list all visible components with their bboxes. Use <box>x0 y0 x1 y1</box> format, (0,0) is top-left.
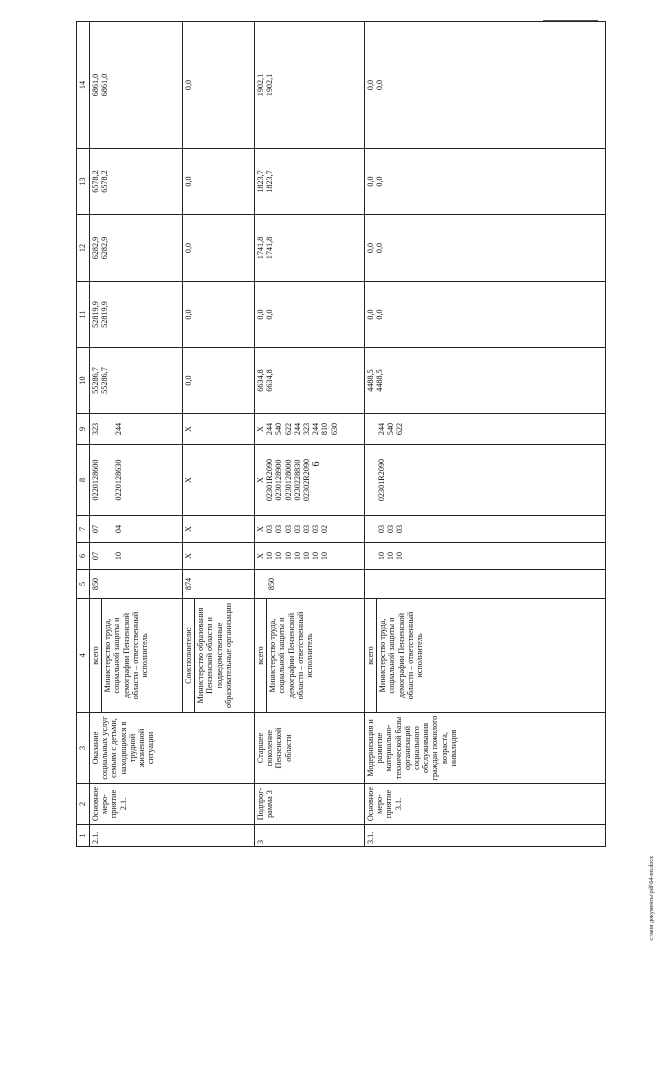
amount-2018 <box>90 22 183 149</box>
amount-total: 4488,5 <box>366 369 375 392</box>
rz-code: 10 <box>302 551 312 561</box>
row-kind: Основное меро-приятие 2.1. <box>90 784 255 825</box>
page-number: 6 <box>311 461 322 467</box>
amount-2014 <box>365 348 606 414</box>
amount-2016 <box>365 215 606 282</box>
row-kind: Основное меро-приятие 3.1. <box>365 784 606 825</box>
csr-code: 0220128600 <box>91 459 100 501</box>
amount-executor: 0,0 <box>375 79 385 91</box>
csr-code: 0230228830 <box>292 459 302 501</box>
executor-cell <box>90 599 183 713</box>
rz-code: 10 <box>395 551 405 561</box>
amount-2014: 0,0 <box>183 348 255 414</box>
grbs-code <box>365 570 606 599</box>
amount-2015 <box>365 282 606 348</box>
amount-2017 <box>255 149 365 215</box>
col-number-12: 12 <box>77 215 90 282</box>
amount-2017: 0,0 <box>183 149 255 215</box>
coexecutor-cell <box>183 599 255 713</box>
pr-code: 03 <box>395 524 405 534</box>
amount-2018 <box>365 22 606 149</box>
grbs-code: 850 <box>255 570 365 599</box>
vr-code: 323 <box>302 422 312 436</box>
amount-total: 6282,9 <box>91 236 100 260</box>
amount-executor: 52819,9 <box>100 301 110 328</box>
amount-2017 <box>365 149 606 215</box>
vr-code: 622 <box>395 422 405 436</box>
amount-executor: 0,0 <box>375 309 385 320</box>
executor-cell <box>255 599 365 713</box>
pr-code: 03 <box>292 524 302 534</box>
executor-main: Министерство труда, социальной защиты и демографии Пензенской области – ответственный исполнитель <box>268 611 315 700</box>
amount-total: 1741,8 <box>256 236 265 260</box>
column-number-row <box>77 22 90 847</box>
csr-code: 02302R2090 <box>302 458 312 502</box>
pr-codes <box>365 516 606 543</box>
grbs-code: 850 <box>90 570 183 599</box>
row-name: Модернизация и развитие материально-технической базы организаций социального обслуживания граждан пожилого возраста, инвалидов <box>365 713 606 784</box>
amount-2016: 0,0 <box>183 215 255 282</box>
row-number: 2.1. <box>90 825 255 847</box>
amount-2014 <box>90 348 183 414</box>
table-row-3-1 <box>365 22 606 847</box>
amount-total: 0,0 <box>366 176 375 187</box>
rz-code: 10 <box>274 551 284 561</box>
amount-2018: 0,0 <box>183 22 255 149</box>
pr-code: 02 <box>320 524 330 534</box>
amount-total: 6634,8 <box>256 369 265 392</box>
amount-executor: 6282,9 <box>100 236 110 260</box>
csr-codes <box>365 445 606 516</box>
amount-total: 55286,7 <box>91 367 100 394</box>
coexecutor-label: Соисполнители: <box>184 599 195 712</box>
executor-cell <box>365 599 606 713</box>
amount-total: 0,0 <box>366 309 375 320</box>
amount-total: 6861,0 <box>91 73 100 97</box>
pr-code: 04 <box>114 524 124 534</box>
pr-code: 07 <box>91 524 100 534</box>
vr-code: Х <box>256 426 265 432</box>
csr-code: Х <box>183 445 255 516</box>
vr-code: Х <box>183 414 255 445</box>
amount-2016 <box>255 215 365 282</box>
rz-code: 07 <box>91 551 100 561</box>
amount-executor: 0,0 <box>375 242 385 254</box>
vr-code: 810 <box>320 422 330 436</box>
amount-total: 0,0 <box>366 242 375 254</box>
vr-code: 540 <box>274 422 284 436</box>
amount-total: 52819,9 <box>91 301 100 328</box>
rz-code: 10 <box>377 551 386 561</box>
col-number-6: 6 <box>77 543 90 570</box>
vr-code: 244 <box>377 422 386 436</box>
csr-code: 02301R2090 <box>377 458 386 502</box>
rz-code: Х <box>256 553 265 559</box>
amount-executor: 0,0 <box>265 309 275 320</box>
vr-code: 244 <box>114 422 124 436</box>
rz-codes <box>90 543 183 570</box>
amount-2018 <box>255 22 365 149</box>
row-kind: Подпрог-рамма 3 <box>255 784 365 825</box>
pr-code: 03 <box>274 524 284 534</box>
amount-total: 0,0 <box>256 309 265 320</box>
amount-2016 <box>90 215 183 282</box>
amount-executor: 6578,2 <box>100 170 110 193</box>
amount-executor: 55286,7 <box>100 367 110 394</box>
amount-2015 <box>90 282 183 348</box>
vr-code: 244 <box>311 422 321 436</box>
pr-code: 03 <box>302 524 312 534</box>
col-number-4: 4 <box>77 599 90 713</box>
executor-total-label: всего <box>256 599 267 712</box>
row-name: Оказание социальных услуг семьям с детьми, находящимся в трудной жизненной ситуации <box>90 713 255 784</box>
amount-2017 <box>90 149 183 215</box>
rz-code: 10 <box>265 551 275 561</box>
col-number-10: 10 <box>77 348 90 414</box>
pr-code: 03 <box>386 524 396 534</box>
amount-executor: 0,0 <box>375 176 385 187</box>
vr-codes <box>365 414 606 445</box>
pr-code: 03 <box>311 524 321 534</box>
rz-code: Х <box>183 543 255 570</box>
col-number-13: 13 <box>77 149 90 215</box>
vr-code: 540 <box>386 422 396 436</box>
rz-codes <box>255 543 365 570</box>
col-number-8: 8 <box>77 445 90 516</box>
pr-code: 03 <box>377 524 386 534</box>
footer-file-path-text: c:\мои документы\pdf\64-пп.docx <box>649 856 655 941</box>
row-number: 3.1. <box>365 825 606 847</box>
pr-codes <box>90 516 183 543</box>
amount-total: 1902,1 <box>256 73 265 97</box>
csr-codes <box>255 445 365 516</box>
row-number: 3 <box>255 825 365 847</box>
amount-executor: 1741,8 <box>265 236 275 260</box>
pr-code: 03 <box>265 524 275 534</box>
amount-total: 1823,7 <box>256 170 265 193</box>
grbs-code: 874 <box>183 570 255 599</box>
amount-total: 0,0 <box>366 79 375 91</box>
pr-code: Х <box>256 526 265 532</box>
rz-code: 10 <box>311 551 321 561</box>
amount-total: 6578,2 <box>91 170 100 193</box>
csr-code: 0220128630 <box>114 459 124 501</box>
vr-codes <box>90 414 183 445</box>
csr-code: Х <box>256 477 265 483</box>
pr-codes <box>255 516 365 543</box>
col-number-5: 5 <box>77 570 90 599</box>
amount-executor: 1902,1 <box>265 73 275 97</box>
amount-executor: 6634,8 <box>265 369 275 392</box>
rz-code: 10 <box>320 551 330 561</box>
rz-codes <box>365 543 606 570</box>
rz-code: 10 <box>283 551 293 561</box>
col-number-2: 2 <box>77 784 90 825</box>
coexecutor-name: Министерство образования Пензенской области и подведомственные образовательные организации <box>196 603 233 708</box>
csr-code: 02301R2090 <box>265 458 275 502</box>
col-number-14: 14 <box>77 22 90 149</box>
executor-total-label: всего <box>366 599 377 712</box>
executor-main: Министерство труда, социальной защиты и демографии Пензенской области – ответственный исполнитель <box>103 611 150 700</box>
amount-2014 <box>255 348 365 414</box>
col-number-1: 1 <box>77 825 90 847</box>
vr-codes <box>255 414 365 445</box>
rz-code: 10 <box>386 551 396 561</box>
vr-code: 244 <box>265 422 275 436</box>
col-number-11: 11 <box>77 282 90 348</box>
budget-table <box>76 21 606 847</box>
csr-code: 0230128900 <box>274 459 284 501</box>
amount-2015 <box>255 282 365 348</box>
csr-codes <box>90 445 183 516</box>
col-number-7: 7 <box>77 516 90 543</box>
row-name: Старшее поколение Пензенской области <box>255 713 365 784</box>
vr-code: 244 <box>292 422 302 436</box>
amount-2015: 0,0 <box>183 282 255 348</box>
pr-code: 03 <box>283 524 293 534</box>
vr-code: 630 <box>329 422 339 436</box>
pr-code: Х <box>183 516 255 543</box>
rz-code: 10 <box>114 551 124 561</box>
col-number-9: 9 <box>77 414 90 445</box>
table-row-3 <box>255 22 365 847</box>
amount-executor: 4488,5 <box>375 369 385 392</box>
amount-executor: 6861,0 <box>100 73 110 97</box>
footer-file-path <box>612 852 655 941</box>
table-frame <box>76 22 606 847</box>
vr-code: 622 <box>283 422 293 436</box>
amount-executor: 1823,7 <box>265 170 275 193</box>
csr-code: 0230128000 <box>283 459 293 501</box>
table-row-2-1 <box>90 22 183 847</box>
executor-total-label: всего <box>91 599 102 712</box>
rz-code: 10 <box>292 551 302 561</box>
executor-main: Министерство труда, социальной защиты и демографии Пензенской области – ответственный исполнитель <box>378 611 425 700</box>
vr-code: 323 <box>91 422 100 436</box>
col-number-3: 3 <box>77 713 90 784</box>
